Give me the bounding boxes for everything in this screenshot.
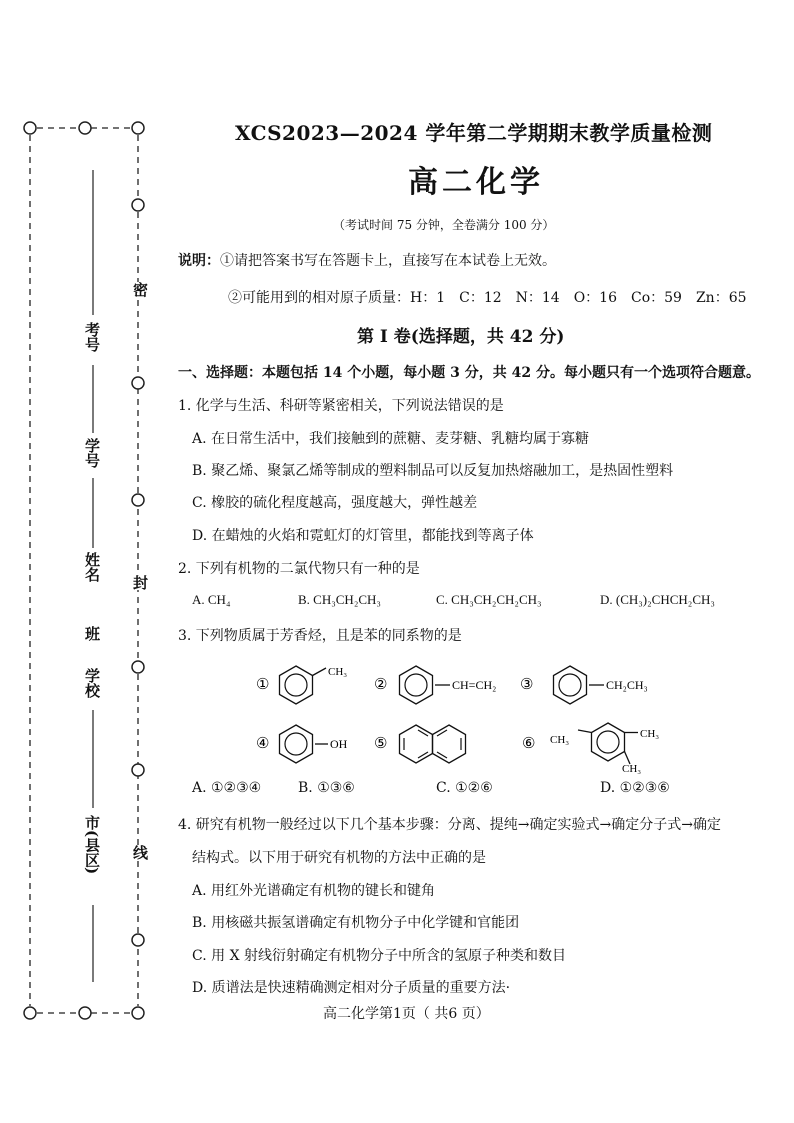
ethylbenzene-structure <box>554 666 605 704</box>
q4-option-b: B. 用核磁共振氢谱确定有机物分子中化学键和官能团 <box>192 915 520 931</box>
binding-circle <box>132 764 144 776</box>
styrene-structure <box>400 666 451 704</box>
phenol-structure <box>280 725 329 763</box>
q3-label-4: ④ <box>256 736 270 752</box>
q3-option-d: D. ①②③⑥ <box>600 780 670 796</box>
binding-margin <box>0 0 160 1123</box>
label-kaohao: 考号 <box>83 322 101 352</box>
label-shixianqu: 市(县区) <box>83 815 101 875</box>
q3-label-6: ⑥ <box>522 736 536 752</box>
binding-circle <box>24 1007 36 1019</box>
instructions-item1: ①请把答案书写在答题卡上，直接写在本试卷上无效。 <box>220 253 556 269</box>
binding-circle <box>79 1007 91 1019</box>
binding-circle <box>79 122 91 134</box>
instructions-label: 说明： <box>178 253 220 269</box>
instructions <box>178 250 556 270</box>
q4-option-a: A. 用红外光谱确定有机物的键长和键角 <box>192 883 436 899</box>
subject-title: 高二化学 <box>408 165 544 200</box>
q4-stem-line2: 结构式。以下用于研究有机物的方法中正确的是 <box>192 850 486 866</box>
seal-feng: 封 <box>131 575 149 590</box>
binding-circle <box>132 494 144 506</box>
binding-circle <box>132 1007 144 1019</box>
q1-stem: 1. 化学与生活、科研等紧密相关，下列说法错误的是 <box>178 398 504 414</box>
q2-option-d: D. (CH₃)₂CHCH₂CH₃ <box>600 592 715 607</box>
label-ban: 班 <box>83 626 101 641</box>
q3-label-2: ② <box>374 677 388 693</box>
binding-circle <box>132 199 144 211</box>
instructions-item2: ②可能用到的相对原子质量：H：1 C：12 N：14 O：16 Co：59 Zn：65 <box>228 290 747 306</box>
q1-option-b: B. 聚乙烯、聚氯乙烯等制成的塑料制品可以反复加热熔融加工，是热固性塑料 <box>192 463 674 479</box>
binding-circle <box>132 661 144 673</box>
binding-circle <box>132 934 144 946</box>
q4-stem-line1: 4. 研究有机物一般经过以下几个基本步骤：分离、提纯→确定实验式→确定分子式→确定 <box>178 817 721 833</box>
page-footer: 高二化学第1页（ 共6 页） <box>323 1006 490 1022</box>
part1-title: 第 I 卷(选择题，共 42 分) <box>357 327 565 347</box>
label-xuexiao: 学校 <box>83 668 101 698</box>
q3-subst-4: OH <box>330 737 348 751</box>
q4-option-d: D. 质谱法是快速精确测定相对分子质量的重要方法· <box>192 980 511 996</box>
exam-note: （考试时间 75 分钟，全卷满分 100 分） <box>333 218 555 232</box>
section1-tail: 每小题只有一个选项符合题意。 <box>563 365 760 381</box>
trimethylbenzene-structure <box>578 723 638 764</box>
q1-option-c: C. 橡胶的硫化程度越高，强度越大，弹性越差 <box>192 495 478 511</box>
q3-subst-2: CH=CH₂ <box>452 678 497 692</box>
seal-mi: 密 <box>131 282 149 297</box>
q3-option-a: A. ①②③④ <box>192 780 262 796</box>
q2-stem: 2. 下列有机物的二氯代物只有一种的是 <box>178 561 420 577</box>
q1-option-d: D. 在蜡烛的火焰和霓虹灯的灯管里，都能找到等离子体 <box>192 528 534 544</box>
q3-subst-6a: CH₃ <box>550 734 570 746</box>
label-xingming: 姓名 <box>83 552 101 582</box>
q3-option-b: B. ①③⑥ <box>298 780 355 796</box>
q3-subst-6c: CH₃ <box>622 763 642 775</box>
binding-circle <box>132 122 144 134</box>
q3-label-5: ⑤ <box>374 736 388 752</box>
q2-option-b: B. CH₃CH₂CH₃ <box>298 592 381 607</box>
q1-option-a: A. 在日常生活中，我们接触到的蔗糖、麦芽糖、乳糖均属于寡糖 <box>192 431 590 447</box>
binding-circle <box>24 122 36 134</box>
naphthalene-structure <box>400 725 466 763</box>
section1-head: 一、选择题：本题包括 14 个小题，每小题 3 分，共 42 分。 <box>178 365 564 381</box>
q3-stem: 3. 下列物质属于芳香烃，且是苯的同系物的是 <box>178 628 462 644</box>
seal-xian: 线 <box>131 845 149 860</box>
toluene-structure <box>280 666 327 704</box>
q3-subst-3: CH₂CH₃ <box>606 678 648 692</box>
label-xuehao: 学号 <box>83 438 101 468</box>
q3-option-c: C. ①②⑥ <box>436 780 493 796</box>
q2-option-a: A. CH₄ <box>192 592 231 607</box>
q4-option-c: C. 用 X 射线衍射确定有机物分子中所含的氢原子种类和数目 <box>192 948 566 964</box>
q3-subst-6b: CH₃ <box>640 728 660 740</box>
q3-structures <box>240 655 720 775</box>
q2-option-c: C. CH₃CH₂CH₂CH₃ <box>436 592 542 607</box>
q3-subst-1: CH₃ <box>328 666 348 678</box>
q3-label-1: ① <box>256 677 270 693</box>
section1-heading <box>178 362 760 382</box>
exam-title: XCS2023—2024 学年第二学期期末教学质量检测 <box>235 121 713 145</box>
binding-circle <box>132 377 144 389</box>
q3-label-3: ③ <box>520 677 534 693</box>
